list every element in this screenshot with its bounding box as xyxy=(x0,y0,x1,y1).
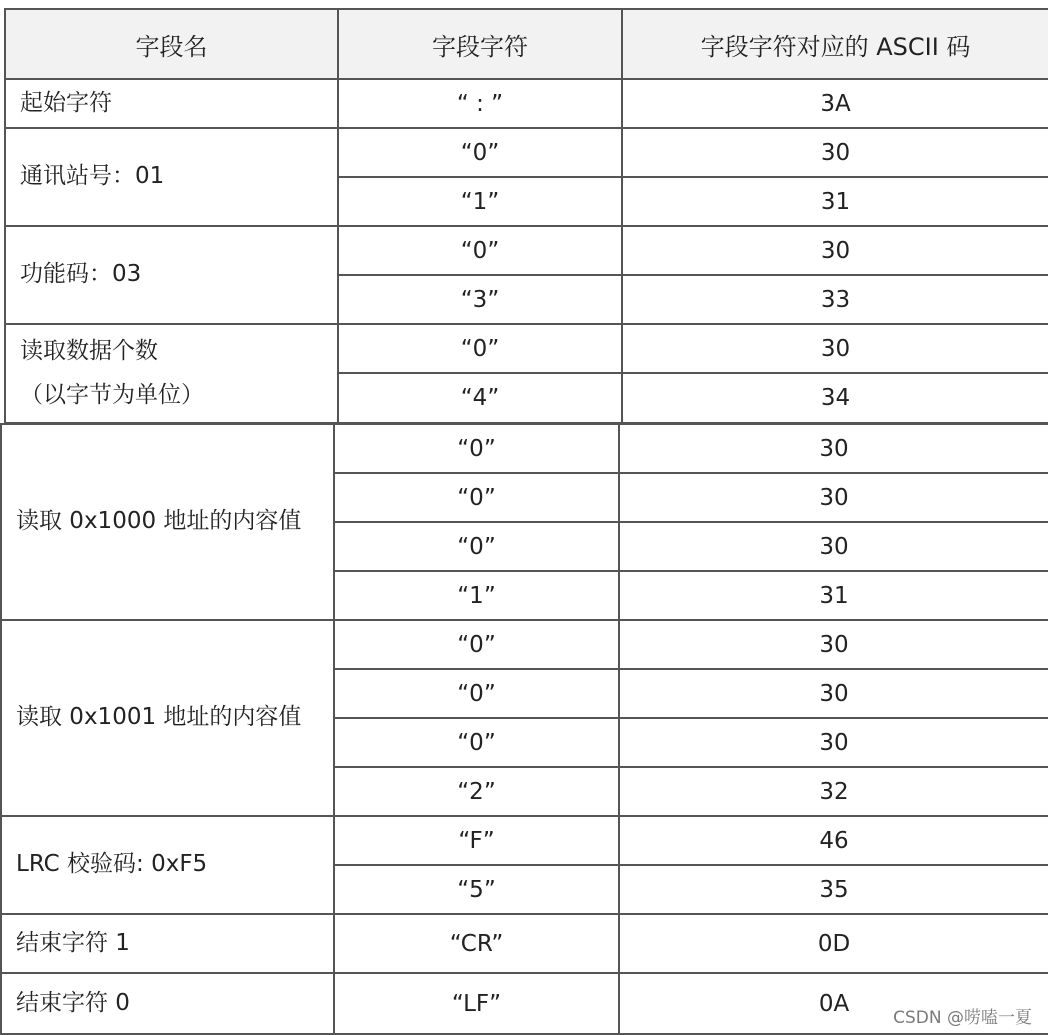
ascii-code-cell: 30 xyxy=(619,522,1048,571)
table-top-block xyxy=(4,8,1048,422)
ascii-code-cell: 30 xyxy=(619,718,1048,767)
field-name-line: （以字节为单位） xyxy=(20,381,204,408)
field-name-cell: 通讯站号：01 xyxy=(5,128,338,226)
ascii-code-cell: 30 xyxy=(619,620,1048,669)
ascii-code-cell: 33 xyxy=(622,275,1048,324)
field-char-cell: “0” xyxy=(338,128,622,177)
table-bottom-block xyxy=(0,423,1048,1034)
table-row xyxy=(5,226,1048,275)
table-row xyxy=(1,816,1048,865)
field-name-cell: 功能码：03 xyxy=(5,226,338,324)
field-char-cell: “1” xyxy=(334,571,619,620)
ascii-code-cell: 3A xyxy=(622,79,1048,128)
field-char-cell: “4” xyxy=(338,373,622,423)
field-name-cell: 读取 0x1001 地址的内容值 xyxy=(1,620,334,816)
header-field-name: 字段名 xyxy=(5,9,338,79)
field-char-cell: “ : ” xyxy=(338,79,622,128)
field-char-cell: “0” xyxy=(334,424,619,473)
field-char-cell: “1” xyxy=(338,177,622,226)
ascii-code-cell: 34 xyxy=(622,373,1048,423)
ascii-code-cell: 0A xyxy=(619,973,1048,1034)
field-char-cell: “2” xyxy=(334,767,619,816)
ascii-frame-table-bottom xyxy=(0,423,1048,1035)
ascii-code-cell: 31 xyxy=(619,571,1048,620)
field-char-cell: “0” xyxy=(338,324,622,373)
header-field-char: 字段字符 xyxy=(338,9,622,79)
field-name-cell: LRC 校验码: 0xF5 xyxy=(1,816,334,914)
table-header-row xyxy=(5,9,1048,79)
field-name-line: 读取数据个数 xyxy=(20,337,158,364)
field-char-cell: “5” xyxy=(334,865,619,914)
field-char-cell: “0” xyxy=(334,669,619,718)
ascii-frame-table-top xyxy=(4,8,1048,424)
field-char-cell: “0” xyxy=(334,718,619,767)
ascii-code-cell: 30 xyxy=(619,424,1048,473)
field-char-cell: “0” xyxy=(334,620,619,669)
field-char-cell: “3” xyxy=(338,275,622,324)
field-char-cell: “0” xyxy=(338,226,622,275)
field-char-cell: “CR” xyxy=(334,914,619,973)
ascii-code-cell: 0D xyxy=(619,914,1048,973)
field-char-cell: “0” xyxy=(334,473,619,522)
field-char-cell: “F” xyxy=(334,816,619,865)
field-char-cell: “0” xyxy=(334,522,619,571)
ascii-code-cell: 30 xyxy=(619,473,1048,522)
ascii-code-cell: 35 xyxy=(619,865,1048,914)
field-name-cell: 起始字符 xyxy=(5,79,338,128)
ascii-code-cell: 30 xyxy=(622,226,1048,275)
field-name-cell: 结束字符 1 xyxy=(1,914,334,973)
watermark: CSDN @唠嗑一夏 xyxy=(891,1003,1034,1028)
table-row xyxy=(1,914,1048,973)
field-name-cell: 结束字符 0 xyxy=(1,973,334,1034)
table-row xyxy=(1,620,1048,669)
table-row xyxy=(5,79,1048,128)
table-row xyxy=(5,324,1048,373)
header-ascii-code: 字段字符对应的 ASCII 码 xyxy=(622,9,1048,79)
ascii-code-cell: 30 xyxy=(622,128,1048,177)
ascii-code-cell: 32 xyxy=(619,767,1048,816)
ascii-code-cell: 46 xyxy=(619,816,1048,865)
ascii-code-cell: 30 xyxy=(622,324,1048,373)
table-row xyxy=(1,424,1048,473)
field-char-cell: “LF” xyxy=(334,973,619,1034)
field-name-cell xyxy=(5,324,338,423)
ascii-code-cell: 31 xyxy=(622,177,1048,226)
ascii-code-cell: 30 xyxy=(619,669,1048,718)
table-row xyxy=(5,128,1048,177)
field-name-cell: 读取 0x1000 地址的内容值 xyxy=(1,424,334,620)
